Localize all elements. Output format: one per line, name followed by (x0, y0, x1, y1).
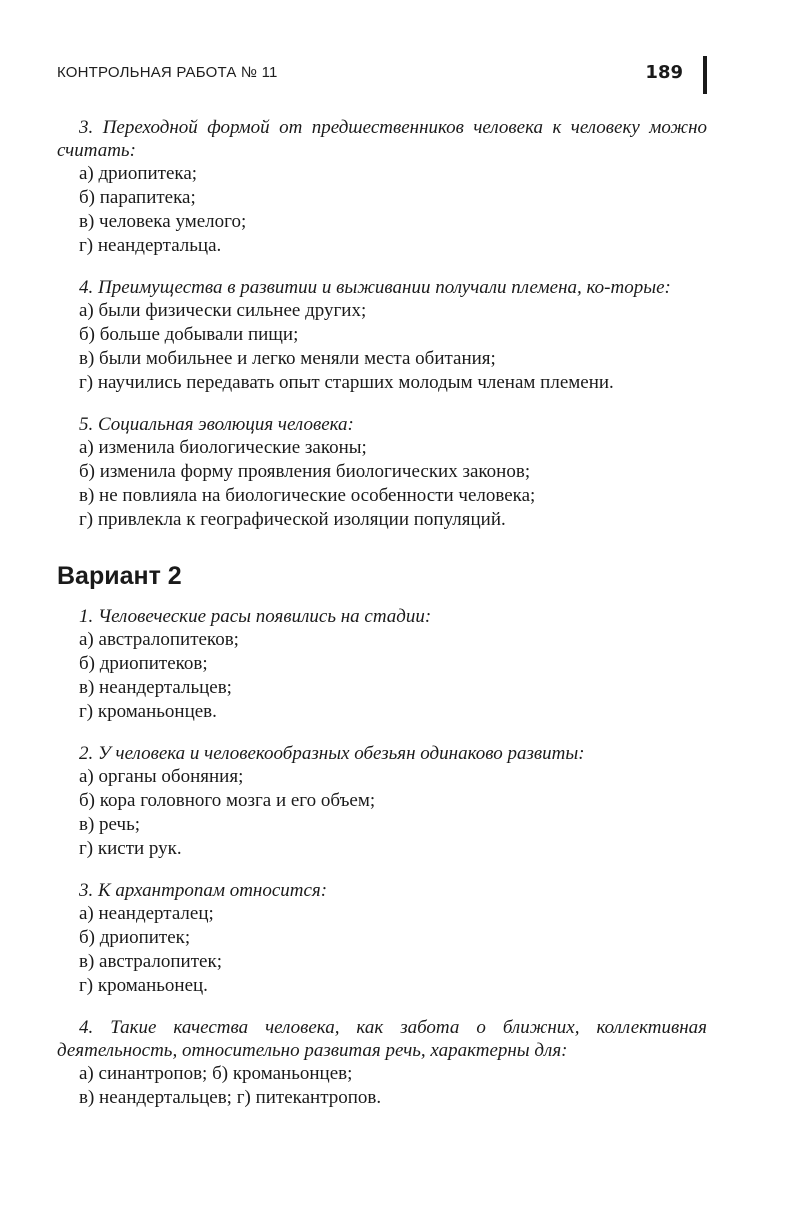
answer-option-c: в) речь; (79, 814, 141, 835)
answer-option-b: б) изменила форму проявления биологических законов; (79, 461, 531, 482)
question-3-variant2 (57, 879, 707, 998)
page-content (57, 116, 707, 1128)
answer-option-a: а) были физически сильнее других; (79, 300, 367, 321)
question-3 (57, 116, 707, 258)
answer-option-a: а) органы обоняния; (79, 766, 244, 787)
answer-option-d: г) кроманьонец. (79, 975, 208, 996)
header-rule (703, 56, 707, 94)
answer-option-a: а) изменила биологические законы; (79, 437, 367, 458)
question-stem: 3. Переходной формой от предшественников человека к человеку можно считать: (57, 117, 707, 161)
answer-option-b: б) кора головного мозга и его объем; (79, 790, 376, 811)
question-5 (57, 413, 707, 532)
answer-option-b: б) дриопитек; (79, 927, 191, 948)
answer-option-c: в) не повлияла на биологические особенности человека; (79, 485, 536, 506)
question-stem: 4. Преимущества в развитии и выживании получали племена, ко-торые: (79, 277, 671, 298)
answer-option-b: б) парапитека; (79, 187, 196, 208)
answer-option-c: в) неандертальцев; (79, 677, 232, 698)
question-stem: 3. К архантропам относится: (79, 880, 328, 901)
question-4-variant2 (57, 1016, 707, 1110)
answer-option-c: в) человека умелого; (79, 211, 247, 232)
running-title: КОНТРОЛЬНАЯ РАБОТА № 11 (57, 64, 278, 81)
question-1 (57, 605, 707, 724)
answer-options-cd: в) неандертальцев; г) питекантропов. (79, 1087, 382, 1108)
question-stem: 4. Такие качества человека, как забота о ближних, коллективная деятельность, относительно развитая речь, характерны для: (57, 1017, 707, 1061)
answer-option-b: б) больше добывали пищи; (79, 324, 299, 345)
answer-option-d: г) неандертальца. (79, 235, 222, 256)
answer-option-d: г) научились передавать опыт старших молодым членам племени. (79, 372, 614, 393)
variant-heading: Вариант 2 (57, 562, 182, 590)
answer-option-a: а) дриопитека; (79, 163, 198, 184)
question-stem: 2. У человека и человекообразных обезьян одинаково развиты: (79, 743, 585, 764)
question-stem: 5. Социальная эволюция человека: (79, 414, 354, 435)
question-2 (57, 742, 707, 861)
answer-options-ab: а) синантропов; б) кроманьонцев; (79, 1063, 353, 1084)
answer-option-d: г) кроманьонцев. (79, 701, 217, 722)
question-4 (57, 276, 707, 395)
answer-option-d: г) привлекла к географической изоляции популяций. (79, 509, 506, 530)
answer-option-c: в) были мобильнее и легко меняли места обитания; (79, 348, 496, 369)
page-header (57, 62, 707, 96)
answer-option-d: г) кисти рук. (79, 838, 182, 859)
answer-option-a: а) неандерталец; (79, 903, 214, 924)
answer-option-b: б) дриопитеков; (79, 653, 208, 674)
page-number: 189 (645, 62, 683, 83)
answer-option-a: а) австралопитеков; (79, 629, 239, 650)
question-stem: 1. Человеческие расы появились на стадии: (79, 606, 432, 627)
answer-option-c: в) австралопитек; (79, 951, 222, 972)
